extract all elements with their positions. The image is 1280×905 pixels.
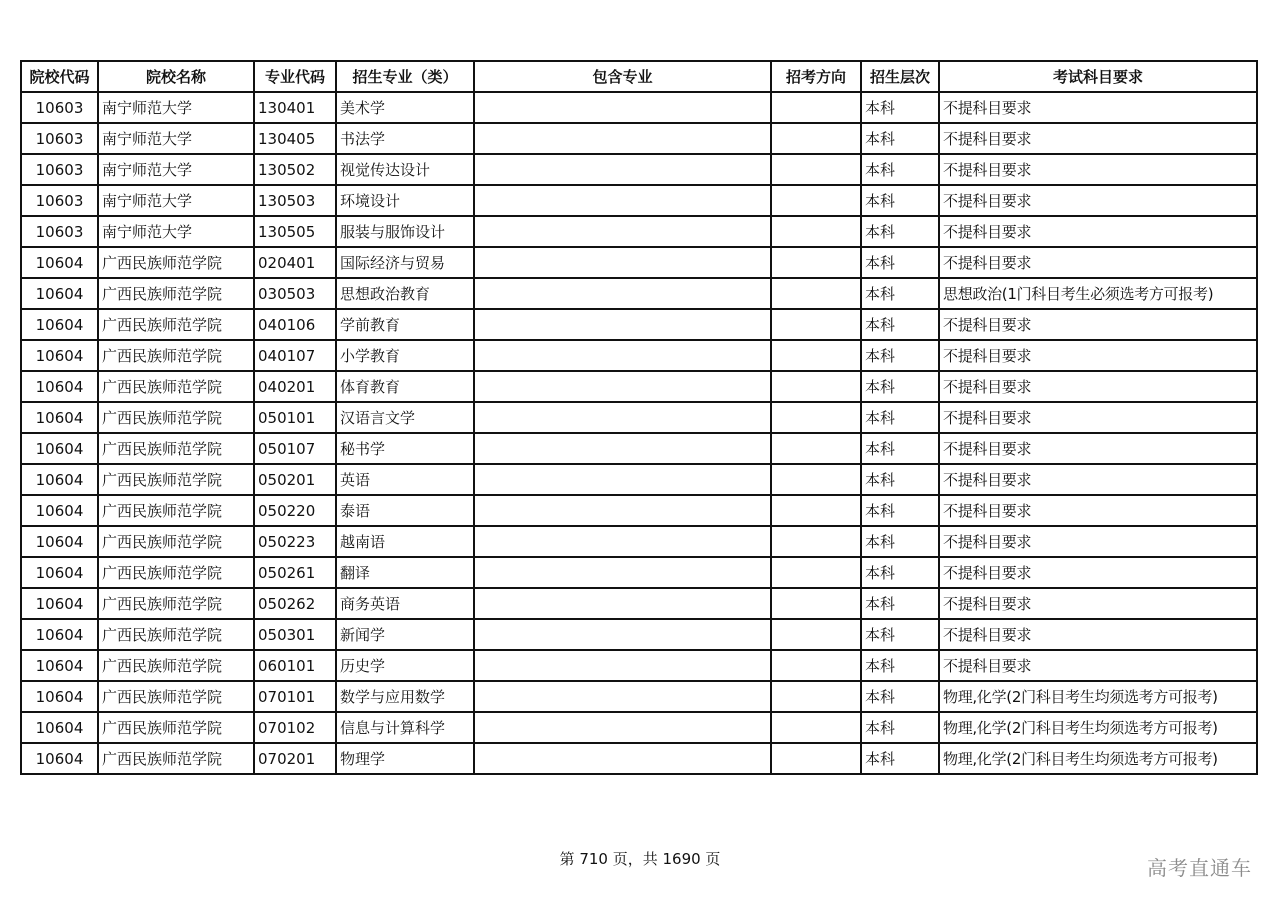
cell-major-code: 040201 bbox=[254, 371, 336, 402]
cell-major: 环境设计 bbox=[336, 185, 474, 216]
cell-major-code: 130405 bbox=[254, 123, 336, 154]
cell-major: 翻译 bbox=[336, 557, 474, 588]
header-direction: 招考方向 bbox=[771, 61, 861, 92]
table-row bbox=[21, 185, 1257, 216]
cell-level: 本科 bbox=[861, 340, 939, 371]
cell-included-majors bbox=[474, 743, 771, 774]
table-row bbox=[21, 650, 1257, 681]
cell-major: 数学与应用数学 bbox=[336, 681, 474, 712]
cell-school-name: 广西民族师范学院 bbox=[98, 650, 254, 681]
cell-level: 本科 bbox=[861, 185, 939, 216]
cell-school-code: 10604 bbox=[21, 247, 98, 278]
cell-school-code: 10603 bbox=[21, 185, 98, 216]
cell-direction bbox=[771, 185, 861, 216]
cell-direction bbox=[771, 278, 861, 309]
cell-school-code: 10604 bbox=[21, 309, 98, 340]
cell-school-code: 10604 bbox=[21, 433, 98, 464]
cell-direction bbox=[771, 309, 861, 340]
cell-included-majors bbox=[474, 371, 771, 402]
cell-level: 本科 bbox=[861, 557, 939, 588]
cell-school-name: 广西民族师范学院 bbox=[98, 588, 254, 619]
cell-school-name: 广西民族师范学院 bbox=[98, 495, 254, 526]
cell-school-name: 南宁师范大学 bbox=[98, 154, 254, 185]
cell-direction bbox=[771, 247, 861, 278]
header-school-name: 院校名称 bbox=[98, 61, 254, 92]
cell-direction bbox=[771, 526, 861, 557]
cell-subject-requirement: 不提科目要求 bbox=[939, 216, 1257, 247]
cell-school-name: 广西民族师范学院 bbox=[98, 402, 254, 433]
cell-level: 本科 bbox=[861, 712, 939, 743]
cell-included-majors bbox=[474, 681, 771, 712]
cell-major-code: 030503 bbox=[254, 278, 336, 309]
cell-major-code: 050261 bbox=[254, 557, 336, 588]
cell-included-majors bbox=[474, 92, 771, 123]
cell-subject-requirement: 不提科目要求 bbox=[939, 433, 1257, 464]
table-row bbox=[21, 464, 1257, 495]
cell-direction bbox=[771, 650, 861, 681]
cell-included-majors bbox=[474, 247, 771, 278]
cell-major: 视觉传达设计 bbox=[336, 154, 474, 185]
cell-level: 本科 bbox=[861, 247, 939, 278]
cell-school-code: 10603 bbox=[21, 216, 98, 247]
table-row bbox=[21, 309, 1257, 340]
cell-major: 国际经济与贸易 bbox=[336, 247, 474, 278]
cell-school-name: 广西民族师范学院 bbox=[98, 278, 254, 309]
cell-included-majors bbox=[474, 433, 771, 464]
cell-school-name: 南宁师范大学 bbox=[98, 216, 254, 247]
cell-major-code: 050201 bbox=[254, 464, 336, 495]
cell-subject-requirement: 不提科目要求 bbox=[939, 495, 1257, 526]
cell-major-code: 040107 bbox=[254, 340, 336, 371]
table-row bbox=[21, 526, 1257, 557]
cell-included-majors bbox=[474, 495, 771, 526]
table-row bbox=[21, 340, 1257, 371]
cell-school-name: 广西民族师范学院 bbox=[98, 340, 254, 371]
cell-direction bbox=[771, 681, 861, 712]
cell-level: 本科 bbox=[861, 526, 939, 557]
table-row bbox=[21, 216, 1257, 247]
cell-subject-requirement: 不提科目要求 bbox=[939, 92, 1257, 123]
admissions-table bbox=[20, 60, 1258, 775]
cell-level: 本科 bbox=[861, 650, 939, 681]
cell-major: 商务英语 bbox=[336, 588, 474, 619]
watermark-logo-text: 高考直通车 bbox=[1147, 856, 1252, 880]
cell-major-code: 070201 bbox=[254, 743, 336, 774]
cell-subject-requirement: 不提科目要求 bbox=[939, 371, 1257, 402]
header-major: 招生专业（类） bbox=[336, 61, 474, 92]
table-row bbox=[21, 557, 1257, 588]
cell-school-code: 10604 bbox=[21, 743, 98, 774]
cell-included-majors bbox=[474, 712, 771, 743]
cell-major: 汉语言文学 bbox=[336, 402, 474, 433]
table-row bbox=[21, 433, 1257, 464]
cell-school-code: 10603 bbox=[21, 123, 98, 154]
cell-major: 美术学 bbox=[336, 92, 474, 123]
cell-major: 体育教育 bbox=[336, 371, 474, 402]
cell-school-name: 广西民族师范学院 bbox=[98, 309, 254, 340]
cell-included-majors bbox=[474, 309, 771, 340]
cell-school-code: 10604 bbox=[21, 712, 98, 743]
cell-level: 本科 bbox=[861, 123, 939, 154]
cell-included-majors bbox=[474, 588, 771, 619]
cell-direction bbox=[771, 588, 861, 619]
cell-school-name: 广西民族师范学院 bbox=[98, 557, 254, 588]
cell-subject-requirement: 不提科目要求 bbox=[939, 402, 1257, 433]
cell-major: 英语 bbox=[336, 464, 474, 495]
table-row bbox=[21, 123, 1257, 154]
cell-direction bbox=[771, 619, 861, 650]
cell-major-code: 130503 bbox=[254, 185, 336, 216]
table-row bbox=[21, 743, 1257, 774]
cell-school-code: 10604 bbox=[21, 340, 98, 371]
table-row bbox=[21, 278, 1257, 309]
cell-school-name: 广西民族师范学院 bbox=[98, 743, 254, 774]
cell-level: 本科 bbox=[861, 619, 939, 650]
cell-included-majors bbox=[474, 123, 771, 154]
cell-major-code: 070102 bbox=[254, 712, 336, 743]
table-header-row bbox=[21, 61, 1257, 92]
cell-school-code: 10604 bbox=[21, 681, 98, 712]
cell-level: 本科 bbox=[861, 681, 939, 712]
cell-school-name: 广西民族师范学院 bbox=[98, 526, 254, 557]
cell-school-code: 10604 bbox=[21, 495, 98, 526]
cell-included-majors bbox=[474, 650, 771, 681]
cell-included-majors bbox=[474, 557, 771, 588]
header-included-majors: 包含专业 bbox=[474, 61, 771, 92]
cell-level: 本科 bbox=[861, 92, 939, 123]
cell-major-code: 060101 bbox=[254, 650, 336, 681]
cell-direction bbox=[771, 216, 861, 247]
table-row bbox=[21, 154, 1257, 185]
header-school-code: 院校代码 bbox=[21, 61, 98, 92]
cell-direction bbox=[771, 402, 861, 433]
cell-included-majors bbox=[474, 340, 771, 371]
cell-subject-requirement: 物理,化学(2门科目考生均须选考方可报考) bbox=[939, 743, 1257, 774]
cell-school-name: 南宁师范大学 bbox=[98, 185, 254, 216]
cell-subject-requirement: 不提科目要求 bbox=[939, 247, 1257, 278]
cell-level: 本科 bbox=[861, 216, 939, 247]
cell-direction bbox=[771, 712, 861, 743]
cell-level: 本科 bbox=[861, 278, 939, 309]
table-row bbox=[21, 619, 1257, 650]
header-major-code: 专业代码 bbox=[254, 61, 336, 92]
cell-included-majors bbox=[474, 154, 771, 185]
cell-major: 学前教育 bbox=[336, 309, 474, 340]
cell-subject-requirement: 不提科目要求 bbox=[939, 154, 1257, 185]
cell-school-code: 10604 bbox=[21, 464, 98, 495]
table-row bbox=[21, 247, 1257, 278]
cell-school-code: 10603 bbox=[21, 154, 98, 185]
cell-direction bbox=[771, 340, 861, 371]
cell-included-majors bbox=[474, 185, 771, 216]
cell-major: 秘书学 bbox=[336, 433, 474, 464]
cell-subject-requirement: 不提科目要求 bbox=[939, 123, 1257, 154]
cell-major: 越南语 bbox=[336, 526, 474, 557]
cell-major: 服装与服饰设计 bbox=[336, 216, 474, 247]
cell-subject-requirement: 思想政治(1门科目考生必须选考方可报考) bbox=[939, 278, 1257, 309]
cell-major-code: 130502 bbox=[254, 154, 336, 185]
cell-major-code: 050107 bbox=[254, 433, 336, 464]
cell-major-code: 050220 bbox=[254, 495, 336, 526]
cell-direction bbox=[771, 433, 861, 464]
cell-major: 泰语 bbox=[336, 495, 474, 526]
cell-subject-requirement: 不提科目要求 bbox=[939, 557, 1257, 588]
cell-major: 新闻学 bbox=[336, 619, 474, 650]
cell-included-majors bbox=[474, 216, 771, 247]
cell-school-code: 10603 bbox=[21, 92, 98, 123]
cell-school-name: 广西民族师范学院 bbox=[98, 681, 254, 712]
table-row bbox=[21, 588, 1257, 619]
cell-school-code: 10604 bbox=[21, 588, 98, 619]
cell-school-name: 广西民族师范学院 bbox=[98, 464, 254, 495]
cell-major-code: 020401 bbox=[254, 247, 336, 278]
cell-level: 本科 bbox=[861, 309, 939, 340]
cell-included-majors bbox=[474, 619, 771, 650]
header-level: 招生层次 bbox=[861, 61, 939, 92]
cell-school-code: 10604 bbox=[21, 619, 98, 650]
admissions-table-container bbox=[20, 60, 1256, 775]
cell-major: 书法学 bbox=[336, 123, 474, 154]
cell-school-code: 10604 bbox=[21, 650, 98, 681]
cell-major: 信息与计算科学 bbox=[336, 712, 474, 743]
cell-included-majors bbox=[474, 278, 771, 309]
table-row bbox=[21, 681, 1257, 712]
cell-subject-requirement: 不提科目要求 bbox=[939, 340, 1257, 371]
cell-level: 本科 bbox=[861, 433, 939, 464]
cell-level: 本科 bbox=[861, 154, 939, 185]
table-body bbox=[21, 92, 1257, 774]
cell-subject-requirement: 不提科目要求 bbox=[939, 309, 1257, 340]
cell-level: 本科 bbox=[861, 743, 939, 774]
cell-included-majors bbox=[474, 464, 771, 495]
cell-direction bbox=[771, 557, 861, 588]
cell-major: 思想政治教育 bbox=[336, 278, 474, 309]
table-row bbox=[21, 402, 1257, 433]
cell-level: 本科 bbox=[861, 402, 939, 433]
cell-direction bbox=[771, 123, 861, 154]
table-row bbox=[21, 92, 1257, 123]
cell-subject-requirement: 不提科目要求 bbox=[939, 619, 1257, 650]
cell-school-code: 10604 bbox=[21, 371, 98, 402]
cell-major-code: 130401 bbox=[254, 92, 336, 123]
cell-direction bbox=[771, 743, 861, 774]
cell-major-code: 070101 bbox=[254, 681, 336, 712]
cell-direction bbox=[771, 464, 861, 495]
cell-school-name: 广西民族师范学院 bbox=[98, 712, 254, 743]
cell-school-name: 广西民族师范学院 bbox=[98, 371, 254, 402]
cell-direction bbox=[771, 92, 861, 123]
cell-major-code: 050262 bbox=[254, 588, 336, 619]
cell-major-code: 050101 bbox=[254, 402, 336, 433]
page-number: 第 710 页，共 1690 页 bbox=[559, 850, 721, 868]
cell-direction bbox=[771, 371, 861, 402]
cell-level: 本科 bbox=[861, 495, 939, 526]
cell-level: 本科 bbox=[861, 371, 939, 402]
cell-major: 历史学 bbox=[336, 650, 474, 681]
cell-subject-requirement: 不提科目要求 bbox=[939, 526, 1257, 557]
cell-school-name: 广西民族师范学院 bbox=[98, 247, 254, 278]
cell-major: 物理学 bbox=[336, 743, 474, 774]
cell-school-name: 南宁师范大学 bbox=[98, 92, 254, 123]
cell-subject-requirement: 不提科目要求 bbox=[939, 588, 1257, 619]
cell-included-majors bbox=[474, 402, 771, 433]
cell-subject-requirement: 物理,化学(2门科目考生均须选考方可报考) bbox=[939, 712, 1257, 743]
cell-subject-requirement: 物理,化学(2门科目考生均须选考方可报考) bbox=[939, 681, 1257, 712]
cell-subject-requirement: 不提科目要求 bbox=[939, 650, 1257, 681]
table-row bbox=[21, 371, 1257, 402]
cell-major-code: 050223 bbox=[254, 526, 336, 557]
cell-school-name: 广西民族师范学院 bbox=[98, 619, 254, 650]
table-row bbox=[21, 495, 1257, 526]
cell-level: 本科 bbox=[861, 464, 939, 495]
cell-direction bbox=[771, 154, 861, 185]
cell-major-code: 050301 bbox=[254, 619, 336, 650]
cell-included-majors bbox=[474, 526, 771, 557]
cell-school-code: 10604 bbox=[21, 526, 98, 557]
table-row bbox=[21, 712, 1257, 743]
cell-school-code: 10604 bbox=[21, 557, 98, 588]
cell-school-code: 10604 bbox=[21, 278, 98, 309]
cell-school-name: 广西民族师范学院 bbox=[98, 433, 254, 464]
cell-direction bbox=[771, 495, 861, 526]
cell-subject-requirement: 不提科目要求 bbox=[939, 185, 1257, 216]
cell-school-name: 南宁师范大学 bbox=[98, 123, 254, 154]
cell-major-code: 040106 bbox=[254, 309, 336, 340]
cell-major-code: 130505 bbox=[254, 216, 336, 247]
cell-level: 本科 bbox=[861, 588, 939, 619]
cell-subject-requirement: 不提科目要求 bbox=[939, 464, 1257, 495]
cell-major: 小学教育 bbox=[336, 340, 474, 371]
cell-school-code: 10604 bbox=[21, 402, 98, 433]
header-subject-requirement: 考试科目要求 bbox=[939, 61, 1257, 92]
